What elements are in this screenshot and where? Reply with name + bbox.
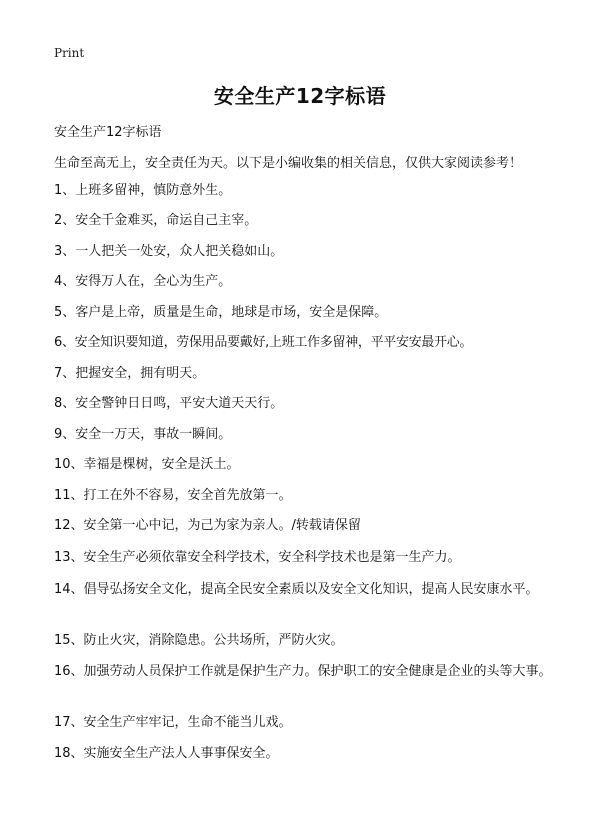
slogan-item: 16、加强劳动人员保护工作就是保护生产力。保护职工的安全健康是企业的头等大事。 xyxy=(54,664,552,679)
slogan-item: 6、安全知识要知道，劳保用品要戴好,上班工作多留神，平平安安最开心。 xyxy=(54,335,473,350)
slogan-item: 3、一人把关一处安，众人把关稳如山。 xyxy=(54,244,284,259)
slogan-item: 5、客户是上帝，质量是生命，地球是市场，安全是保障。 xyxy=(54,305,388,320)
slogan-item: 10、幸福是棵树，安全是沃土。 xyxy=(54,457,240,472)
slogan-item: 11、打工在外不容易，安全首先放第一。 xyxy=(54,488,292,503)
document-subtitle: 安全生产12字标语 xyxy=(54,125,162,140)
page-title: 安全生产12字标语 xyxy=(213,84,387,108)
print-link[interactable]: Print xyxy=(54,46,85,60)
intro-paragraph: 生命至高无上，安全责任为天。以下是小编收集的相关信息，仅供大家阅读参考！ xyxy=(54,156,523,171)
slogan-item: 17、安全生产牢牢记，生命不能当儿戏。 xyxy=(54,715,292,730)
slogan-item: 4、安得万人在，全心为生产。 xyxy=(54,274,232,289)
slogan-item: 2、安全千金难买，命运自己主宰。 xyxy=(54,213,258,228)
slogan-item: 8、安全警钟日日鸣，平安大道天天行。 xyxy=(54,396,284,411)
slogan-item: 14、倡导弘扬安全文化，提高全民安全素质以及安全文化知识，提高人民安康水平。 xyxy=(54,582,539,597)
slogan-item: 9、安全一万天，事故一瞬间。 xyxy=(54,427,232,442)
slogan-item: 7、把握安全，拥有明天。 xyxy=(54,366,206,381)
slogan-item: 18、实施安全生产法人人事事保安全。 xyxy=(54,746,279,761)
slogan-item: 13、安全生产必须依靠安全科学技术，安全科学技术也是第一生产力。 xyxy=(54,550,461,565)
slogan-item: 12、安全第一心中记，为己为家为亲人。/转载请保留 xyxy=(54,518,361,533)
slogan-item: 1、上班多留神，慎防意外生。 xyxy=(54,183,232,198)
slogan-item: 15、防止火灾，消除隐患。公共场所，严防火灾。 xyxy=(54,633,344,648)
